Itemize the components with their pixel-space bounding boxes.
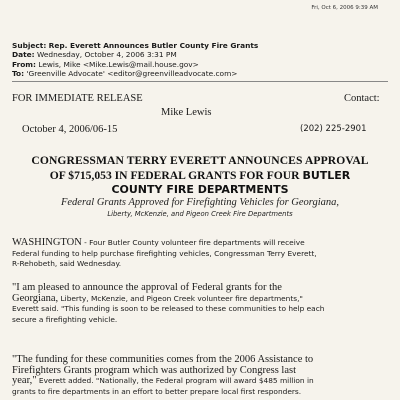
email-subject: Rep. Everett Announces Butler County Fire Grants (48, 41, 259, 50)
subheadline (0, 197, 400, 219)
headline-line-2a: OF $715,053 IN FEDERAL GRANTS FOR FOUR (49, 169, 300, 182)
headline-line-1: CONGRESSMAN TERRY EVERETT ANNOUNCES APPROVAL (31, 154, 369, 167)
email-from-label: From: (12, 59, 36, 69)
paragraph-1 (12, 238, 388, 270)
release-label: FOR IMMEDIATE RELEASE (12, 93, 143, 104)
email-date-label: Date: (12, 50, 35, 60)
paragraph-1-line-1 (12, 238, 388, 249)
subheadline-line-1: Federal Grants Approved for Firefighting Vehicles for Georgiana, (60, 197, 340, 208)
release-date-code: October 4, 2006/06-15 (22, 124, 118, 135)
email-to: 'Greenville Advocate' <editor@greenvilleadvocate.com> (26, 68, 238, 78)
contact-label: Contact: (344, 93, 380, 104)
headline-line-2b: BUTLER (302, 169, 351, 182)
dateline: WASHINGTON (12, 237, 82, 248)
paragraph-3-line-4: grants to fire departments in an effort to better prepare local first responders. (12, 386, 302, 396)
paragraph-3-line-3 (12, 376, 388, 387)
paragraph-3-line-3a: year," (12, 375, 37, 386)
headline-line-2 (0, 168, 400, 183)
email-to-label: To: (12, 68, 25, 78)
print-timestamp: Fri, Oct 6, 2006 9:39 AM (311, 5, 378, 11)
contact-name: Mike Lewis (161, 107, 212, 118)
paragraph-3-line-1: "The funding for these communities comes from the 2006 Assistance to (12, 354, 314, 365)
email-from: Lewis, Mike <Mike.Lewis@mail.house.gov> (38, 59, 199, 69)
paragraph-2-line-2b: Liberty, McKenzie, and Pigeon Creek volunteer fire departments," (58, 293, 303, 303)
email-date-row (12, 50, 388, 59)
email-subject-label: Subject: (12, 41, 47, 50)
email-header (12, 41, 388, 78)
paragraph-3 (12, 355, 388, 397)
paragraph-2 (12, 283, 388, 325)
email-to-row (12, 69, 388, 78)
paragraph-1-line-2: Federal funding to help purchase firefighting vehicles, Congressman Terry Everett, (12, 248, 317, 258)
header-divider (12, 81, 388, 82)
paragraph-2-line-3: Everett said. "This funding is soon to be released to these communities to help each (12, 304, 325, 313)
paragraph-1-line-3: R-Rehobeth, said Wednesday. (12, 259, 122, 268)
paragraph-2-line-2a: Georgiana, (12, 292, 59, 304)
paragraph-2-line-2 (12, 294, 388, 305)
paragraph-2-line-4: secure a firefighting vehicle. (12, 314, 118, 324)
email-date: Wednesday, October 4, 2006 3:31 PM (36, 50, 177, 60)
paragraph-1-line-1-text: - Four Butler County volunteer fire departments will receive (81, 238, 305, 247)
email-subject-row (12, 41, 388, 50)
contact-phone: (202) 225-2901 (300, 124, 367, 134)
headline-line-3: COUNTY FIRE DEPARTMENTS (111, 183, 289, 196)
paragraph-3-line-3b: Everett added. "Nationally, the Federal program will award $485 million in (36, 376, 314, 385)
email-from-row (12, 60, 388, 69)
paragraph-3-line-2: Firefighters Grants program which was authorized by Congress last (12, 364, 297, 376)
subheadline-line-2: Liberty, McKenzie, and Pigeon Creek Fire Departments (107, 210, 293, 218)
headline (0, 153, 400, 197)
paragraph-2-line-1: "I am pleased to announce the approval of Federal grants for the (12, 282, 282, 293)
